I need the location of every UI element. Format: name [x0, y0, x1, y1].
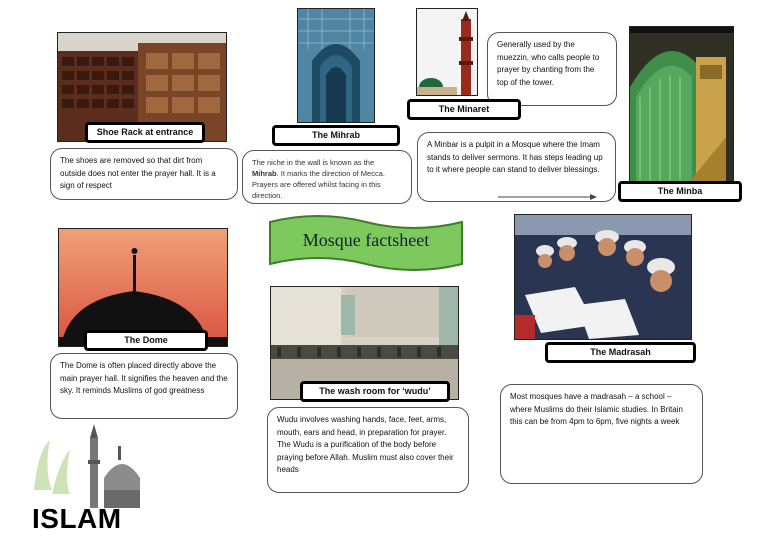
- madrasah-note: Most mosques have a madrasah – a school – where Muslims do their Islamic studies. In Britain this can be from 4pm to 6pm, five nights a week: [500, 384, 703, 484]
- minbar-label: The Minba: [618, 181, 742, 202]
- shoe-rack-label: Shoe Rack at entrance: [85, 122, 205, 143]
- title-banner: [268, 214, 464, 272]
- minaret-note: Generally used by the muezzin, who calls people to prayer by chanting from the top of the tower.: [487, 32, 617, 106]
- islam-logo-text: ISLAM: [32, 503, 122, 534]
- mihrab-note-bold: Mihrab: [252, 169, 277, 178]
- minbar-note: A Minbar is a pulpit in a Mosque where the Imam stands to deliver sermons. It has steps leading up to it where people can stand to deliver blessings.: [417, 132, 616, 202]
- dome-label: The Dome: [84, 330, 208, 351]
- minaret-photo: [416, 8, 478, 96]
- mihrab-note: [242, 150, 412, 204]
- page-title: Mosque factsheet: [302, 230, 430, 250]
- minbar-arrow: [498, 193, 598, 201]
- minaret-label: The Minaret: [407, 99, 521, 120]
- madrasah-photo: [514, 214, 692, 340]
- dome-note: The Dome is often placed directly above the main prayer hall. It signifies the heaven and the sky. It reminds Muslims of god greatness: [50, 353, 238, 419]
- mihrab-note-post: . It marks the direction of Mecca. Prayers are offered whilst facing in this direction.: [252, 169, 385, 200]
- minbar-photo: [629, 26, 734, 182]
- washroom-label: The wash room for ‘wudu’: [300, 381, 450, 402]
- mihrab-photo: [297, 8, 375, 123]
- mihrab-label: The Mihrab: [272, 125, 400, 146]
- mihrab-note-pre: The niche in the wall is known as the: [252, 158, 375, 167]
- islam-logo: [30, 420, 145, 535]
- shoes-note: The shoes are removed so that dirt from outside does not enter the prayer hall. It is a sign of respect: [50, 148, 238, 200]
- madrasah-label: The Madrasah: [545, 342, 696, 363]
- wudu-note: Wudu involves washing hands, face, feet, arms, mouth, ears and head, in preparation for prayer. The Wudu is a purification of the body before praying before Allah. Muslim must also cover their heads: [267, 407, 469, 493]
